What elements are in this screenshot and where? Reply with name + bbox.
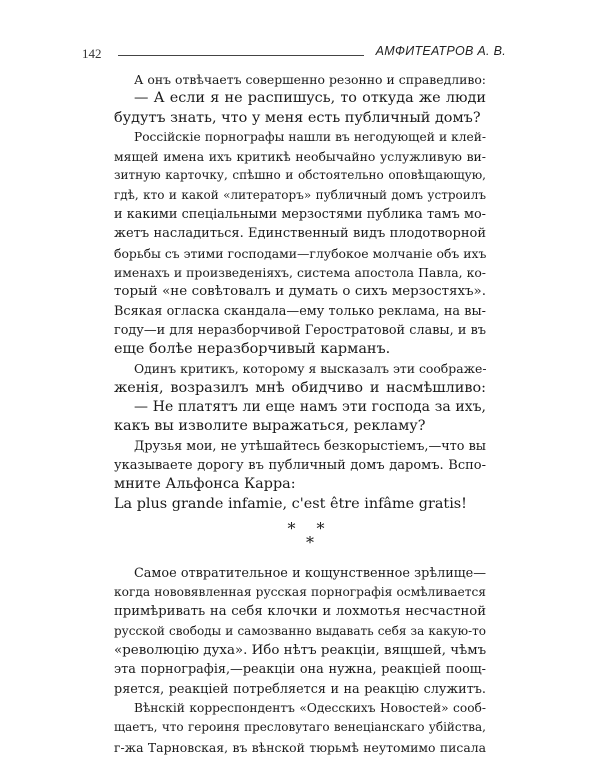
text-line: ряется, реакціей потребляется и на реакцію служитъ. <box>114 681 486 697</box>
running-head: АМФИТЕАТРОВ А. В. <box>375 44 506 58</box>
text-line: русской свободы и самозванно выдавать себя за какую-то <box>114 623 486 638</box>
page-number: 142 <box>82 46 102 61</box>
page-header <box>82 42 506 64</box>
section-gap <box>114 548 486 564</box>
paragraph <box>114 128 486 360</box>
text-line: торый «не совѣтовалъ и думать о сихъ мерзостяхъ». <box>114 284 486 300</box>
text-line: г-жа Тарновская, въ вѣнской тюрьмѣ неутомимо писала <box>114 739 486 755</box>
text-line: еще болѣе неразборчивый карманъ. <box>114 341 391 358</box>
text-line: мните Альфонса Карра: <box>114 476 296 493</box>
paragraph <box>114 699 486 757</box>
text-line: Одинъ критикъ, которому я высказалъ эти соображе- <box>134 361 487 377</box>
text-line: — А если я не распишусь, то откуда же люди <box>134 90 486 107</box>
text-line: именахъ и произведеніяхъ, система апостола Павла, ко- <box>114 264 486 280</box>
text-line: будутъ знать, что у меня есть публичный домъ? <box>114 109 481 126</box>
text-line: Друзья мои, не утѣшайтесь безкорыстіемъ,—что вы <box>134 438 486 454</box>
text-line: Вѣнскій корреспондентъ «Одесскихъ Новостей» сооб- <box>134 700 486 715</box>
section-asterism <box>134 518 486 552</box>
text-line: женія, возразилъ мнѣ обидчиво и насмѣшливо: <box>114 379 486 396</box>
paragraph <box>114 564 486 699</box>
text-line: — Не платятъ ли еще намъ эти господа за ихъ, <box>134 399 486 416</box>
text-line: Самое отвратительное и кощунственное зрѣлище— <box>134 565 486 581</box>
text-line: А онъ отвѣчаетъ совершенно резонно и справедливо: <box>134 72 486 87</box>
text-line: «революцію духа». Ибо нѣтъ реакціи, вящшей, чѣмъ <box>114 643 487 659</box>
text-line: и какими спеціальными мерзостями публика тамъ мо- <box>114 207 486 223</box>
body-text <box>114 70 486 757</box>
text-line: году—и для неразборчивой Геростратовой славы, и въ <box>114 322 486 338</box>
text-line: мящей имена ихъ критикѣ необычайно услужливую ви- <box>114 149 486 165</box>
asterism-bottom: * <box>306 532 314 552</box>
paragraph <box>114 359 486 436</box>
header-rule <box>118 55 364 56</box>
text-line: примѣривать на себя клочки и лохмотья несчастной <box>114 604 486 620</box>
text-line: Всякая огласка скандала—ему только реклама, на вы- <box>114 303 486 319</box>
text-line: когда нововявленная русская порнографія осмѣливается <box>114 585 486 600</box>
paragraph <box>114 70 486 128</box>
text-line: борьбы съ этими господами—глубокое молчаніе объ ихъ <box>114 245 487 261</box>
paragraph <box>114 437 486 495</box>
text-line: эта порнографія,—реакціи она нужна, реакціей поощ- <box>114 662 486 678</box>
text-line: жетъ насладиться. Единственный видъ плодотворной <box>114 226 486 242</box>
text-line: гдѣ, кто и какой «литераторъ» публичный домъ устроилъ <box>114 187 486 202</box>
asterism-top: * * <box>287 518 333 538</box>
text-line: зитную карточку, спѣшно и обстоятельно оповѣщающую, <box>114 168 486 183</box>
text-line: какъ вы изволите выражаться, рекламу? <box>114 418 426 435</box>
text-line: Россійскіе порнографы нашли въ негодующей и клей- <box>134 129 486 144</box>
text-line: щаетъ, что героиня пресловутаго венеціанскаго убійства, <box>114 720 486 735</box>
text-line: указываете дорогу въ публичный домъ даромъ. Вспо- <box>114 457 486 473</box>
french-quote: La plus grande infamie, c'est être infâme gratis! <box>114 495 467 512</box>
